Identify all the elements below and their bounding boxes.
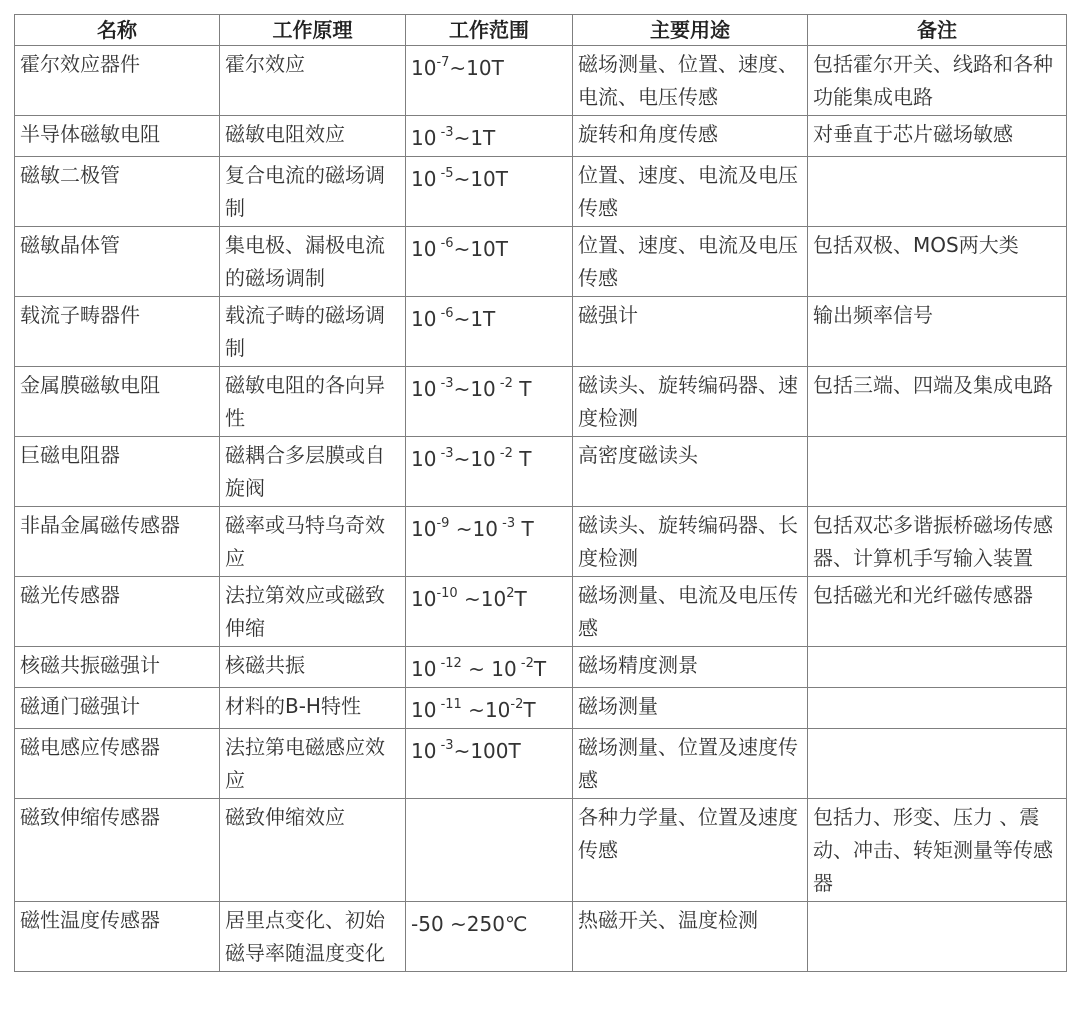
range-value xyxy=(411,579,527,616)
table-body xyxy=(15,46,1067,972)
cell-use: 热磁开关、温度检测 xyxy=(573,902,808,972)
range-separator: ~100T xyxy=(453,739,521,763)
range-unit: T xyxy=(512,447,532,471)
cell-name: 磁敏晶体管 xyxy=(15,227,220,297)
table-row xyxy=(15,647,1067,688)
cell-name: 霍尔效应器件 xyxy=(15,46,220,116)
range-unit: T xyxy=(514,587,527,611)
cell-note xyxy=(808,729,1067,799)
range-unit: T xyxy=(523,698,536,722)
range-value xyxy=(411,159,508,196)
range-base: 10 xyxy=(411,447,437,471)
range-separator: ~10 xyxy=(457,587,507,611)
table-row xyxy=(15,367,1067,437)
range-separator: ~10 xyxy=(449,517,498,541)
range-unit: T xyxy=(512,377,532,401)
cell-note: 包括双芯多谐振桥磁场传感器、计算机手写输入装置 xyxy=(808,507,1067,577)
cell-principle: 载流子畴的磁场调制 xyxy=(220,297,406,367)
range-value xyxy=(411,439,531,476)
cell-range xyxy=(406,729,573,799)
range-exponent: -3 xyxy=(436,445,454,461)
cell-use: 位置、速度、电流及电压传感 xyxy=(573,157,808,227)
range-exponent-2: -2 xyxy=(495,445,513,461)
range-base: 10 xyxy=(411,237,437,261)
cell-note xyxy=(808,647,1067,688)
cell-name: 磁敏二极管 xyxy=(15,157,220,227)
cell-name: 半导体磁敏电阻 xyxy=(15,116,220,157)
range-exponent: -3 xyxy=(436,737,454,753)
cell-use: 磁场测量、位置及速度传感 xyxy=(573,729,808,799)
range-separator: ~10T xyxy=(453,167,508,191)
cell-note: 包括力、形变、压力 、震动、冲击、转矩测量等传感器 xyxy=(808,799,1067,902)
table-row xyxy=(15,799,1067,902)
table-row xyxy=(15,902,1067,972)
range-value xyxy=(411,118,495,155)
cell-note: 包括双极、MOS两大类 xyxy=(808,227,1067,297)
cell-use: 位置、速度、电流及电压传感 xyxy=(573,227,808,297)
range-unit: T xyxy=(515,517,534,541)
cell-range xyxy=(406,367,573,437)
cell-principle: 材料的B-H特性 xyxy=(220,688,406,729)
range-base: 10 xyxy=(411,698,437,722)
cell-principle: 法拉第电磁感应效应 xyxy=(220,729,406,799)
range-value xyxy=(411,229,508,266)
cell-principle: 磁耦合多层膜或自旋阀 xyxy=(220,437,406,507)
table-row xyxy=(15,688,1067,729)
cell-principle: 磁率或马特乌奇效应 xyxy=(220,507,406,577)
cell-name: 金属膜磁敏电阻 xyxy=(15,367,220,437)
table-row xyxy=(15,507,1067,577)
cell-range xyxy=(406,577,573,647)
cell-name: 磁光传感器 xyxy=(15,577,220,647)
range-value xyxy=(411,299,495,336)
table-row xyxy=(15,227,1067,297)
cell-principle: 集电极、漏极电流的磁场调制 xyxy=(220,227,406,297)
range-value xyxy=(411,649,546,686)
range-exponent: -10 xyxy=(436,585,458,601)
cell-name: 载流子畴器件 xyxy=(15,297,220,367)
range-base: 10 xyxy=(411,587,437,611)
table-row xyxy=(15,729,1067,799)
cell-note: 输出频率信号 xyxy=(808,297,1067,367)
range-value xyxy=(411,690,536,727)
range-separator: ~1T xyxy=(453,307,496,331)
range-exponent: -12 xyxy=(436,655,462,671)
range-exponent-2: -2 xyxy=(510,696,524,712)
range-base: 10 xyxy=(411,56,437,80)
cell-principle: 霍尔效应 xyxy=(220,46,406,116)
range-exponent-2: -2 xyxy=(495,375,513,391)
range-separator: ~10 xyxy=(453,447,496,471)
range-exponent: -9 xyxy=(436,515,450,531)
header-range: 工作范围 xyxy=(406,15,573,46)
cell-note: 包括霍尔开关、线路和各种功能集成电路 xyxy=(808,46,1067,116)
range-base: 10 xyxy=(411,126,437,150)
range-separator: -50 ~250℃ xyxy=(411,912,528,936)
cell-name: 磁性温度传感器 xyxy=(15,902,220,972)
cell-range xyxy=(406,116,573,157)
cell-principle: 磁致伸缩效应 xyxy=(220,799,406,902)
table-row xyxy=(15,437,1067,507)
header-principle: 工作原理 xyxy=(220,15,406,46)
cell-range xyxy=(406,688,573,729)
cell-range xyxy=(406,902,573,972)
sensor-table xyxy=(14,14,1067,972)
table-row xyxy=(15,577,1067,647)
range-base: 10 xyxy=(411,517,437,541)
cell-use: 磁读头、旋转编码器、长度检测 xyxy=(573,507,808,577)
cell-range xyxy=(406,46,573,116)
cell-note: 对垂直于芯片磁场敏感 xyxy=(808,116,1067,157)
range-value xyxy=(411,904,527,941)
header-row xyxy=(15,15,1067,46)
cell-range xyxy=(406,647,573,688)
range-separator: ~10 xyxy=(461,698,511,722)
cell-principle: 复合电流的磁场调制 xyxy=(220,157,406,227)
cell-use: 高密度磁读头 xyxy=(573,437,808,507)
cell-range xyxy=(406,297,573,367)
range-exponent: -3 xyxy=(436,375,454,391)
cell-note xyxy=(808,688,1067,729)
cell-range xyxy=(406,507,573,577)
header-use: 主要用途 xyxy=(573,15,808,46)
cell-note: 包括三端、四端及集成电路 xyxy=(808,367,1067,437)
range-base: 10 xyxy=(411,167,437,191)
cell-principle: 法拉第效应或磁致伸缩 xyxy=(220,577,406,647)
cell-name: 磁致伸缩传感器 xyxy=(15,799,220,902)
range-base: 10 xyxy=(411,657,437,681)
cell-use: 磁场测量 xyxy=(573,688,808,729)
cell-note xyxy=(808,157,1067,227)
range-unit: T xyxy=(533,657,547,681)
cell-range xyxy=(406,799,573,902)
cell-use: 磁场精度测景 xyxy=(573,647,808,688)
cell-use: 各种力学量、位置及速度传感 xyxy=(573,799,808,902)
range-base: 10 xyxy=(411,739,437,763)
range-exponent-2: 2 xyxy=(506,585,515,601)
range-value xyxy=(411,369,531,406)
range-exponent: -6 xyxy=(436,305,454,321)
range-separator: ~10T xyxy=(453,237,508,261)
range-exponent: -6 xyxy=(436,235,454,251)
range-separator: ~1T xyxy=(453,126,496,150)
range-exponent: -5 xyxy=(436,165,454,181)
cell-range xyxy=(406,157,573,227)
cell-principle: 核磁共振 xyxy=(220,647,406,688)
table-row xyxy=(15,46,1067,116)
cell-use: 旋转和角度传感 xyxy=(573,116,808,157)
range-exponent: -7 xyxy=(436,54,450,70)
range-exponent-2: -2 xyxy=(516,655,534,671)
range-value xyxy=(411,509,534,546)
range-exponent: -3 xyxy=(436,124,454,140)
range-separator: ~ 10 xyxy=(461,657,517,681)
cell-note: 包括磁光和光纤磁传感器 xyxy=(808,577,1067,647)
cell-name: 核磁共振磁强计 xyxy=(15,647,220,688)
header-note: 备注 xyxy=(808,15,1067,46)
range-exponent: -11 xyxy=(436,696,462,712)
range-value xyxy=(411,48,504,85)
range-separator: ~10 xyxy=(453,377,496,401)
cell-principle: 居里点变化、初始磁导率随温度变化 xyxy=(220,902,406,972)
cell-principle: 磁敏电阻的各向异性 xyxy=(220,367,406,437)
cell-use: 磁读头、旋转编码器、速度检测 xyxy=(573,367,808,437)
range-base: 10 xyxy=(411,377,437,401)
range-separator: ~10T xyxy=(449,56,504,80)
cell-range xyxy=(406,437,573,507)
range-exponent-2: -3 xyxy=(498,515,516,531)
cell-use: 磁场测量、位置、速度、电流、电压传感 xyxy=(573,46,808,116)
table-row xyxy=(15,157,1067,227)
cell-note xyxy=(808,902,1067,972)
cell-use: 磁场测量、电流及电压传感 xyxy=(573,577,808,647)
cell-use: 磁强计 xyxy=(573,297,808,367)
range-value xyxy=(411,731,521,768)
table-row xyxy=(15,116,1067,157)
cell-name: 巨磁电阻器 xyxy=(15,437,220,507)
cell-range xyxy=(406,227,573,297)
cell-note xyxy=(808,437,1067,507)
cell-name: 磁通门磁强计 xyxy=(15,688,220,729)
table-row xyxy=(15,297,1067,367)
cell-principle: 磁敏电阻效应 xyxy=(220,116,406,157)
header-name: 名称 xyxy=(15,15,220,46)
cell-name: 非晶金属磁传感器 xyxy=(15,507,220,577)
cell-name: 磁电感应传感器 xyxy=(15,729,220,799)
range-base: 10 xyxy=(411,307,437,331)
